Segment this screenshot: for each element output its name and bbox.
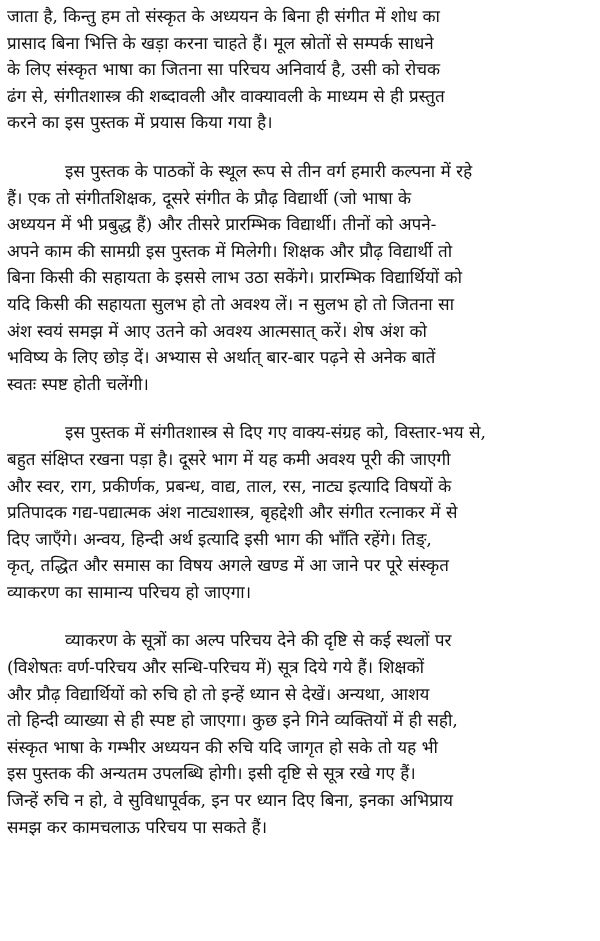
text-line: समझ कर कामचलाऊ परिचय पा सकते हैं। (7, 817, 268, 838)
text-line: करने का इस पुस्तक में प्रयास किया गया है। (7, 113, 273, 134)
text-line: भविष्य के लिए छोड़ दें। अभ्यास से अर्थात् बार-बार पढ़ने से अनेक बातें (7, 348, 436, 369)
text-line: व्याकरण का सामान्य परिचय हो जाएगा। (7, 582, 252, 603)
text-line: कृत्, तद्धित और समास का विषय अगले खण्ड में आ जाने पर पूरे संस्कृत (7, 556, 449, 577)
text-line: इस पुस्तक की अन्यतम उपलब्धि होगी। इसी दृष्टि से सूत्र रखे गए हैं। (7, 764, 416, 785)
text-line: और स्वर, राग, प्रकीर्णक, प्रबन्ध, वाद्य, ताल, रस, नाट्य इत्यादि विषयों के (7, 476, 452, 497)
text-line: व्याकरण के सूत्रों का अल्प परिचय देने की दृष्टि से कई स्थलों पर (65, 631, 452, 652)
text-line: दिए जाएँगे। अन्वय, हिन्दी अर्थ इत्यादि इसी भाग की भाँति रहेंगे। तिङ्, (7, 529, 432, 550)
text-line: बहुत संक्षिप्त रखना पड़ा है। दूसरे भाग में यह कमी अवश्य पूरी की जाएगी (7, 449, 451, 470)
text-line: जिन्हें रुचि न हो, वे सुविधापूर्वक, इन पर ध्यान दिए बिना, इनका अभिप्राय (7, 791, 454, 812)
text-line: ढंग से, संगीतशास्त्र की शब्दावली और वाक्यावली के माध्यम से ही प्रस्तुत (7, 86, 445, 107)
text-line: और प्रौढ़ विद्यार्थियों को रुचि हो तो इन्हें ध्यान से देखें। अन्यथा, आशय (7, 684, 430, 705)
text-line: तो हिन्दी व्याख्या से ही स्पष्ट हो जाएगा। कुछ इने गिने व्यक्तियों में ही सही, (7, 711, 458, 732)
text-line: जाता है, किन्तु हम तो संस्कृत के अध्ययन के बिना ही संगीत में शोध का (7, 7, 440, 27)
text-line: संस्कृत भाषा के गम्भीर अध्ययन की रुचि यदि जागृत हो सके तो यह भी (7, 737, 438, 758)
paragraph-3 (7, 420, 590, 606)
paragraph-4 (7, 628, 590, 841)
paragraph-1 (7, 4, 590, 137)
text-line: अंश स्वयं समझ में आए उतने को अवश्य आत्मसात् करें। शेष अंश को (7, 321, 427, 342)
text-line: प्रतिपादक गद्य-पद्यात्मक अंश नाट्यशास्त्र, बृहद्देशी और संगीत रत्नाकर में से (7, 503, 458, 524)
text-line: (विशेषतः वर्ण-परिचय और सन्धि-परिचय में) सूत्र दिये गये हैं। शिक्षकों (7, 658, 425, 679)
text-line: इस पुस्तक में संगीतशास्त्र से दिए गए वाक्य-संग्रह को, विस्तार-भय से, (65, 423, 486, 444)
text-line: स्वतः स्पष्ट होती चलेंगी। (7, 374, 149, 395)
text-line: यदि किसी की सहायता सुलभ हो तो अवश्य लें। न सुलभ हो तो जितना सा (7, 294, 454, 315)
text-line: हैं। एक तो संगीतशिक्षक, दूसरे संगीत के प्रौढ़ विद्यार्थी (जो भाषा के (7, 188, 412, 209)
paragraph-2 (7, 159, 590, 398)
text-line: अध्ययन में भी प्रबुद्ध हैं) और तीसरे प्रारम्भिक विद्यार्थी। तीनों को अपने- (7, 215, 437, 236)
text-line: बिना किसी की सहायता के इससे लाभ उठा सकेंगे। प्रारम्भिक विद्यार्थियों को (7, 268, 462, 289)
text-line: इस पुस्तक के पाठकों के स्थूल रूप से तीन वर्ग हमारी कल्पना में रहे (65, 161, 473, 182)
text-line: के लिए संस्कृत भाषा का जितना सा परिचय अनिवार्य है, उसी को रोचक (7, 60, 441, 81)
text-line: प्रासाद बिना भित्ति के खड़ा करना चाहते हैं। मूल स्रोतों से सम्पर्क साधने (7, 33, 434, 54)
text-line: अपने काम की सामग्री इस पुस्तक में मिलेगी। शिक्षक और प्रौढ़ विद्यार्थी तो (7, 241, 453, 262)
